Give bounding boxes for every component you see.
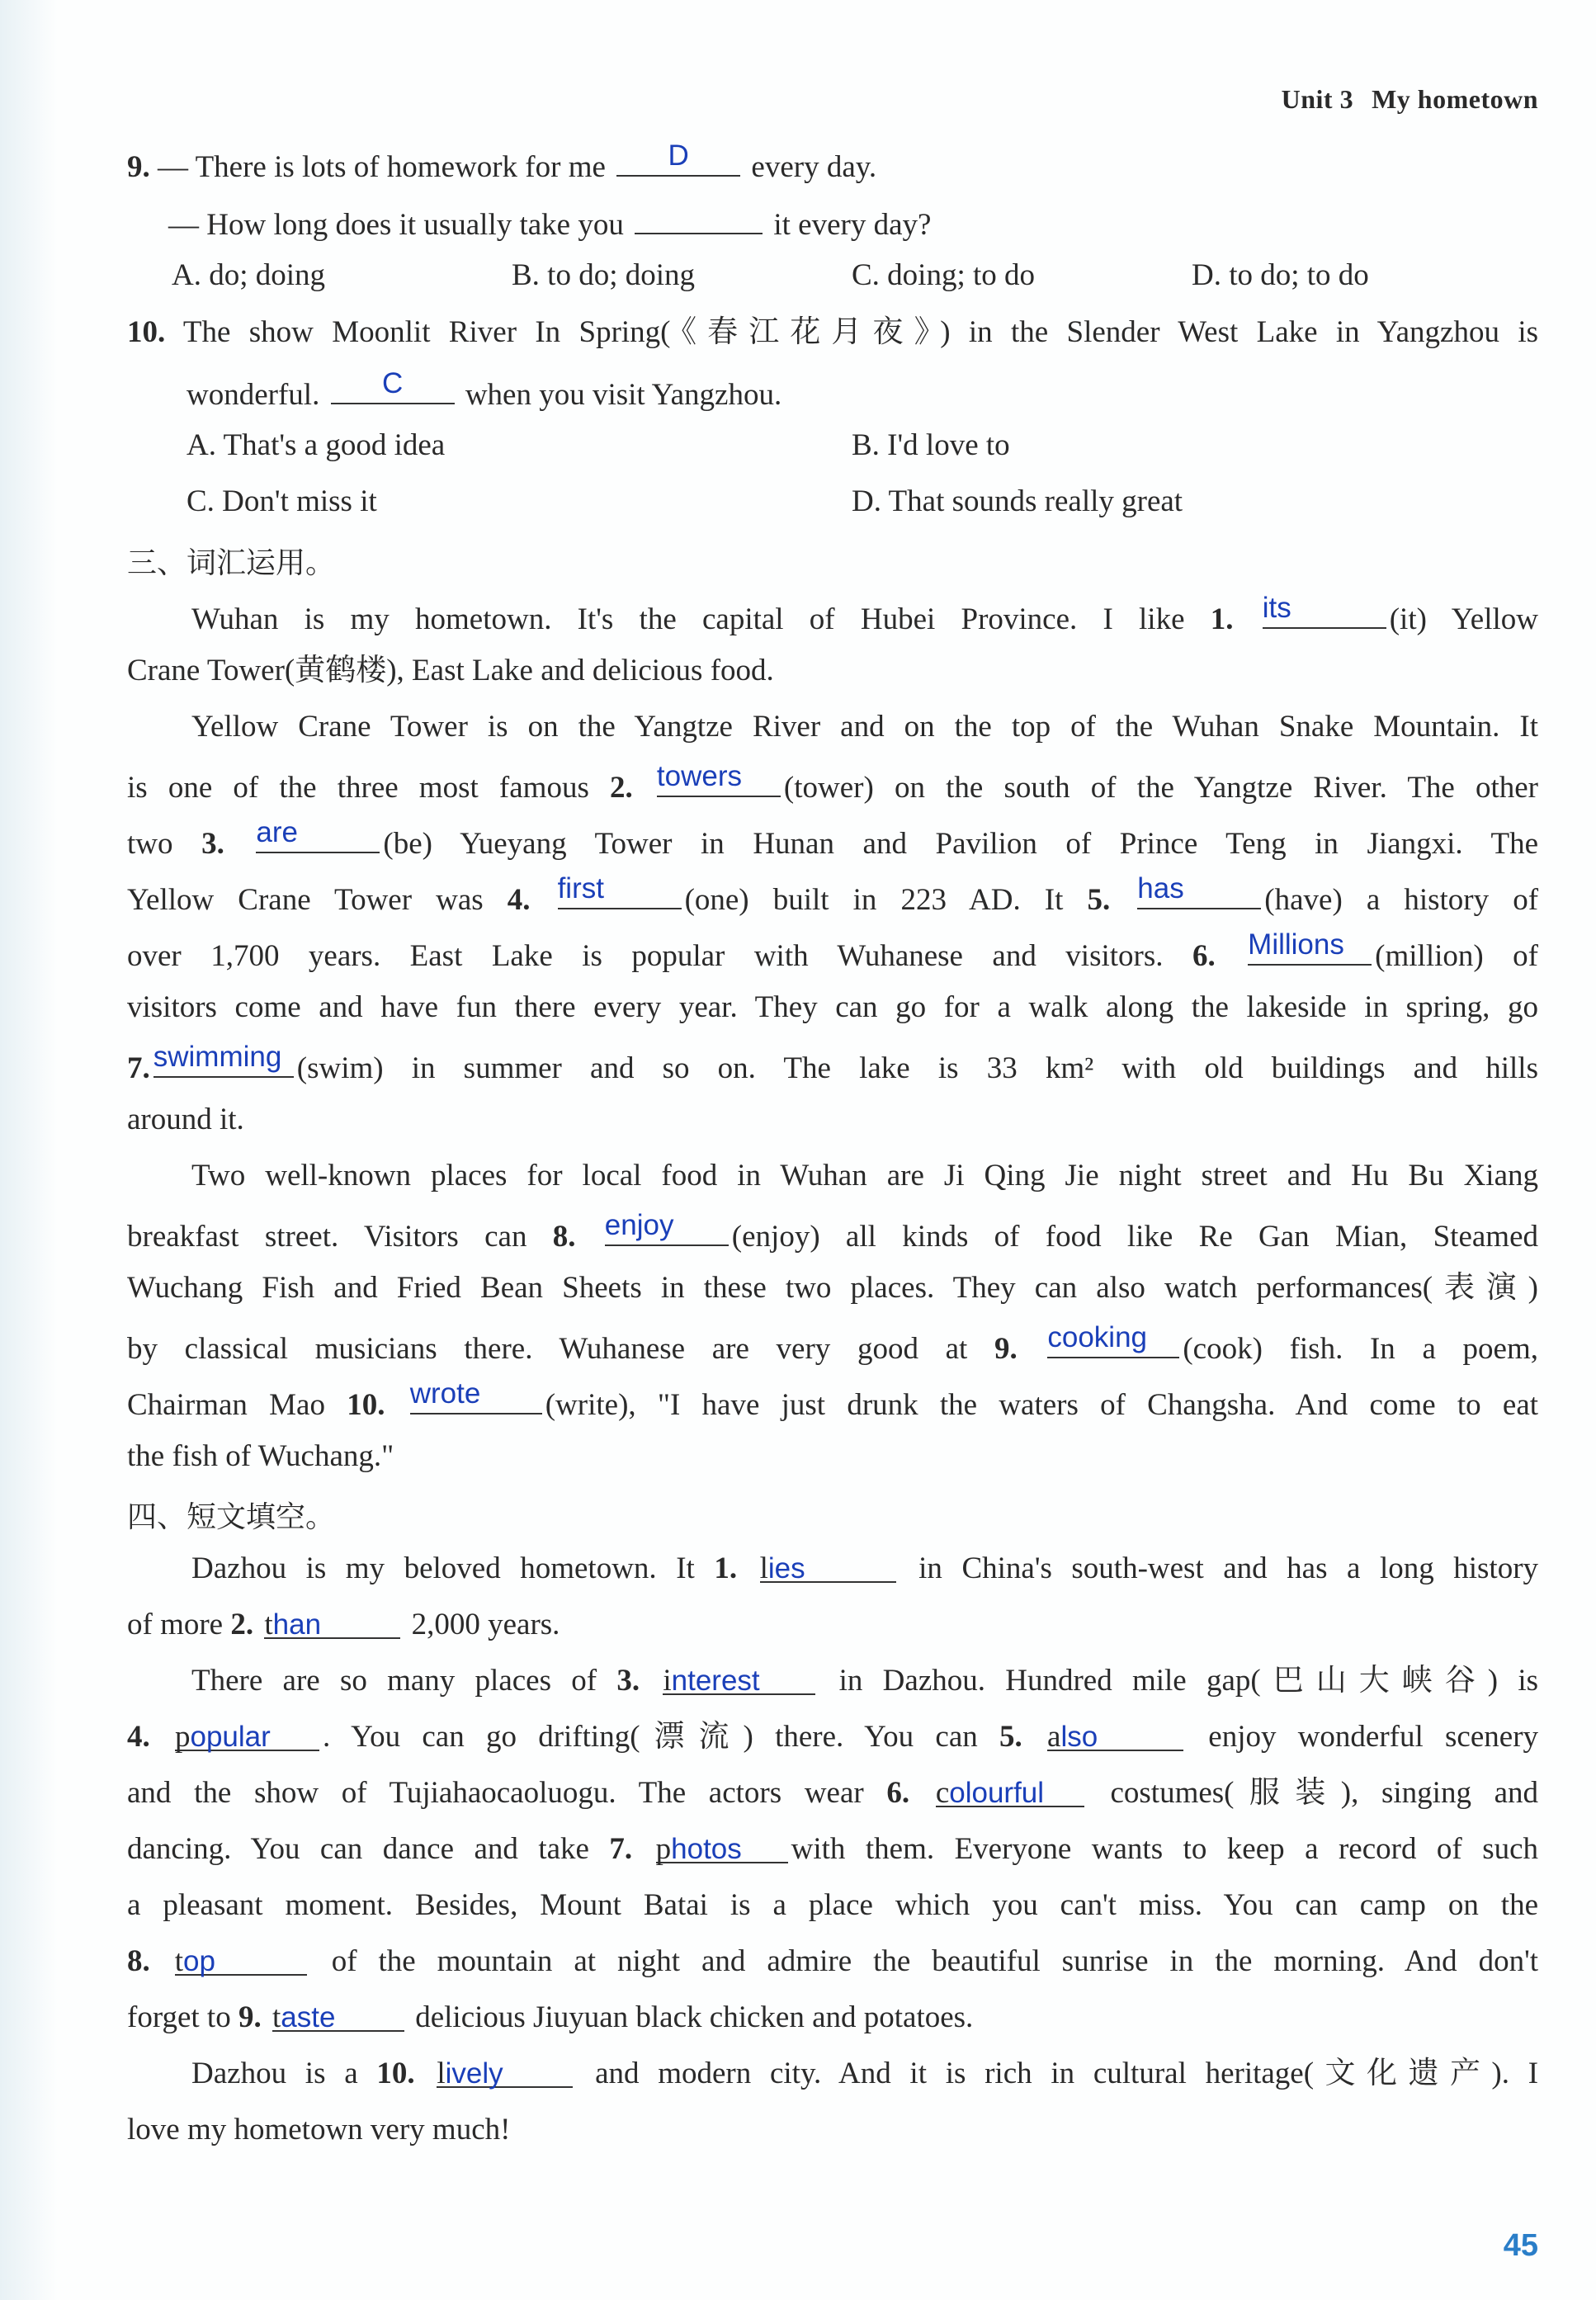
s3-blank4: first	[558, 876, 682, 909]
s3-line5: two 3. are (be) Yueyang Tower in Hunan and Pavilion of Prince Teng in Jiangxi. The	[127, 816, 1539, 861]
s3-blank8: enjoy	[605, 1213, 729, 1246]
q10-option-c: C. Don't miss it	[187, 484, 377, 518]
unit-title: My hometown	[1372, 84, 1538, 114]
s3-line7: over 1,700 years. East Lake is popular with Wuhanese and visitors. 6. Millions (million) of	[127, 928, 1538, 973]
s3-line15: Chairman Mao 10. wrote (write), "I have just drunk the waters of Changsha. And come to eat	[127, 1377, 1539, 1422]
s3-line11: Two well-known places for local food in Wuhan are Ji Qing Jie night street and Hu Bu Xiang	[191, 1159, 1538, 1193]
s3-line13: Wuchang Fish and Fried Bean Sheets in these two places. They can also watch performances(表演)	[127, 1271, 1538, 1305]
s3-blank2: towers	[657, 764, 781, 797]
s3-blank10: wrote	[410, 1381, 542, 1414]
s4-line10: Dazhou is a 10. lively and modern city. And it is rich in cultural heritage(文化遗产). I	[191, 2057, 1539, 2090]
s3-line2: Crane Tower(黄鹤楼), East Lake and delicious food.	[127, 654, 774, 687]
s4-blank7: photos	[656, 1830, 788, 1863]
s3-line1: Wuhan is my hometown. It's the capital of Hubei Province. I like 1. its (it) Yellow	[191, 592, 1539, 636]
s3-line9: 7. swimming (swim) in summer and so on. The lake is 33 km² with old buildings and hills	[127, 1041, 1538, 1085]
page-number: 45	[1503, 2228, 1538, 2263]
s4-blank4: popular	[175, 1718, 319, 1751]
q9-option-b: B. to do; doing	[512, 258, 696, 292]
s4-line2: of more 2. than 2,000 years.	[127, 1608, 560, 1641]
s3-line8: visitors come and have fun there every year. They can go for a walk along the lakeside in spring, go	[127, 990, 1538, 1024]
s3-blank3: are	[256, 820, 380, 853]
s4-blank3: interest	[663, 1662, 815, 1695]
s4-line3: There are so many places of 3. interest in Dazhou. Hundred mile gap(巴山大峡谷) is	[191, 1664, 1539, 1698]
q10-blank	[331, 367, 455, 404]
unit-label: Unit 3	[1281, 84, 1354, 114]
page-edge-band	[0, 0, 58, 2300]
s4-blank1: lies	[760, 1550, 896, 1583]
s3-line4: is one of the three most famous 2. towers (tower) on the south of the Yangtze River. The other	[127, 760, 1539, 805]
s4-line5: and the show of Tujiahaocaoluogu. The actors wear 6. colourful costumes(服装), singing and	[127, 1776, 1539, 1810]
s4-blank9: taste	[272, 1999, 404, 2032]
s3-blank6: Millions	[1248, 933, 1372, 966]
q10-option-b: B. I'd love to	[852, 428, 1010, 462]
s4-blank5: also	[1047, 1718, 1183, 1751]
s3-line12: breakfast street. Visitors can 8. enjoy (enjoy) all kinds of food like Re Gan Mian, Steamed	[127, 1209, 1538, 1254]
answer: D	[668, 139, 689, 172]
s4-line6: dancing. You can dance and take 7. photos with them. Everyone wants to keep a record of such	[127, 1832, 1539, 1866]
s3-blank1: its	[1263, 596, 1386, 629]
s4-line7: a pleasant moment. Besides, Mount Batai is a place which you can't miss. You can camp on the	[127, 1888, 1538, 1922]
s3-line3: Yellow Crane Tower is on the Yangtze River and on the top of the Wuhan Snake Mountain. It	[191, 710, 1538, 744]
s4-blank8: top	[175, 1943, 307, 1976]
q9-option-c: C. doing; to do	[852, 258, 1036, 292]
s4-line11: love my hometown very much!	[127, 2113, 511, 2147]
s3-line14: by classical musicians there. Wuhanese are very good at 9. cooking (cook) fish. In a poem,	[127, 1321, 1538, 1366]
q9-blank1	[616, 139, 740, 177]
s3-line10: around it.	[127, 1103, 244, 1136]
answer: C	[381, 367, 404, 399]
s3-blank9: cooking	[1047, 1325, 1179, 1358]
q10-line2: wonderful. C when you visit Yangzhou.	[187, 367, 782, 412]
s3-blank5: has	[1137, 876, 1261, 909]
s3-line16: the fish of Wuchang."	[127, 1439, 394, 1473]
s3-blank7: swimming	[153, 1045, 294, 1078]
q9-option-d: D. to do; to do	[1192, 258, 1369, 292]
q10-line1: 10. The show Moonlit River In Spring(《春江花月夜》) in the Slender West Lake in Yangzhou is	[127, 315, 1538, 349]
s4-line4: 4. popular . You can go drifting(漂流) there. You can 5. also enjoy wonderful scenery	[127, 1720, 1539, 1754]
s4-blank2: than	[264, 1606, 400, 1639]
page-header	[1263, 84, 1538, 115]
s4-line9: forget to 9. taste delicious Jiuyuan black chicken and potatoes.	[127, 2000, 974, 2034]
s4-blank6: colourful	[936, 1774, 1084, 1807]
section3-title: 三、词汇运用。	[127, 546, 336, 580]
q9-blank2	[635, 201, 763, 234]
s4-line8: 8. top of the mountain at night and admire the beautiful sunrise in the morning. And don't	[127, 1944, 1539, 1978]
s4-line1: Dazhou is my beloved hometown. It 1. lies in China's south-west and has a long history	[191, 1551, 1539, 1585]
s4-blank10: lively	[437, 2055, 573, 2088]
s3-line6: Yellow Crane Tower was 4. first (one) built in 223 AD. It 5. has (have) a history of	[127, 872, 1539, 917]
q9-option-a: A. do; doing	[172, 258, 326, 292]
q9-line1: 9. — There is lots of homework for me D every day.	[127, 139, 877, 184]
section4-title: 四、短文填空。	[127, 1500, 336, 1534]
q9-line2: — How long does it usually take you it every day?	[168, 201, 1538, 244]
q10-option-d: D. That sounds really great	[852, 484, 1183, 518]
q10-option-a: A. That's a good idea	[187, 428, 446, 462]
